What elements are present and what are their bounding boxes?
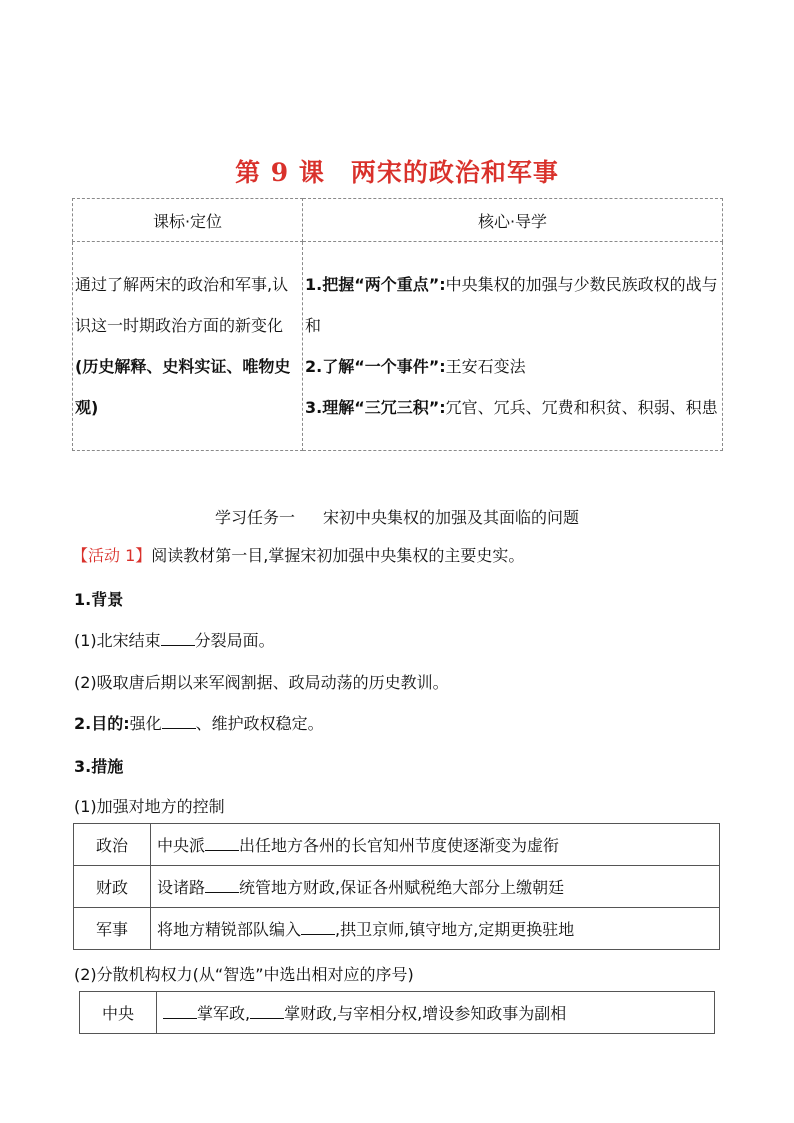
local-control-table: [73, 823, 720, 950]
activity-line: [72, 543, 524, 566]
fill-blank[interactable]: [205, 878, 239, 893]
lesson-title: 第 9 课 两宋的政治和军事: [235, 158, 559, 187]
guide-core-cell: [303, 242, 723, 451]
background-item-2: (2)吸取唐后期以来军阀割据、政局动荡的历史教训。: [74, 673, 449, 692]
row-key: 军事: [74, 908, 151, 950]
guide-standard-cell: [73, 242, 303, 451]
fill-blank[interactable]: [205, 836, 239, 851]
background-item-1: [74, 628, 275, 651]
measure-2-heading: (2)分散机构权力(从“智选”中选出相对应的序号): [74, 965, 414, 984]
fill-blank[interactable]: [163, 1004, 197, 1019]
row-key: 政治: [74, 824, 151, 866]
row-key: 中央: [80, 992, 157, 1034]
row-value: 掌军政, 掌财政,与宰相分权,增设参知政事为副相: [157, 992, 715, 1034]
learning-task-heading: [0, 505, 794, 528]
standard-text: 通过了解两宋的政治和军事,认识这一时期政治方面的新变化: [75, 275, 289, 335]
guide-header-core: 核心·导学: [303, 199, 723, 242]
table-row: [74, 908, 720, 950]
fill-blank[interactable]: [301, 920, 335, 935]
activity-text: 阅读教材第一目,掌握宋初加强中央集权的主要史实。: [151, 546, 525, 565]
goal-line: [74, 711, 324, 734]
fill-blank[interactable]: [162, 714, 196, 729]
background-heading: 1.背景: [74, 590, 124, 609]
goal-text-a: 强化: [129, 714, 162, 733]
fill-blank[interactable]: [250, 1004, 284, 1019]
table-row: [74, 824, 720, 866]
row-value: 设诸路 统管地方财政,保证各州赋税绝大部分上缴朝廷: [151, 866, 720, 908]
fill-blank[interactable]: [161, 631, 195, 646]
row-value: 中央派 出任地方各州的长官知州节度使逐渐变为虚衔: [151, 824, 720, 866]
measures-heading: 3.措施: [74, 757, 124, 776]
table-row: [74, 866, 720, 908]
bg1-text-b: 分裂局面。: [194, 631, 275, 650]
guide-table: [72, 198, 723, 451]
table-row: [80, 992, 715, 1034]
measure-1-heading: (1)加强对地方的控制: [74, 797, 225, 816]
row-value: 将地方精锐部队编入 ,拱卫京师,镇守地方,定期更换驻地: [151, 908, 720, 950]
point2-text: 王安石变法: [445, 357, 526, 376]
point2-label: 2.了解“一个事件”:: [305, 357, 446, 376]
activity-tag: 【活动 1】: [72, 546, 152, 565]
point1-text: 中央集权的加强与少数民族政权的战与和: [305, 275, 718, 335]
row-key: 财政: [74, 866, 151, 908]
goal-text-b: 、维护政权稳定。: [195, 714, 324, 733]
point3-text: 冗官、冗兵、冗费和积贫、积弱、积患: [445, 398, 718, 417]
point1-label: 1.把握“两个重点”:: [305, 275, 446, 294]
guide-header-standard: 课标·定位: [73, 199, 303, 242]
point3-label: 3.理解“三冗三积”:: [305, 398, 446, 417]
standard-competencies: (历史解释、史料实证、唯物史观): [75, 357, 291, 417]
task-text: 宋初中央集权的加强及其面临的问题: [323, 508, 580, 527]
central-power-table: [79, 991, 715, 1034]
task-label: 学习任务一: [214, 508, 295, 527]
goal-heading: 2.目的:: [74, 714, 130, 733]
bg1-text-a: (1)北宋结束: [74, 631, 161, 650]
